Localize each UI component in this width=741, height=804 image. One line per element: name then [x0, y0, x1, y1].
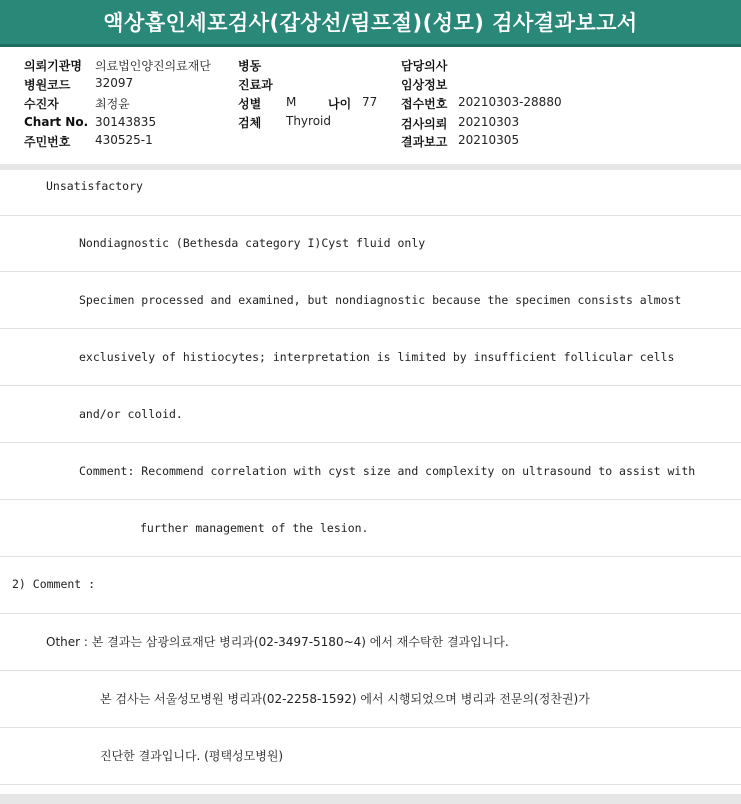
hospital-code-label: 병원코드	[24, 78, 71, 92]
specimen-label: 검체	[238, 116, 262, 130]
patient-info-panel	[0, 47, 741, 164]
request-date-label: 검사의뢰	[401, 117, 448, 131]
patient-value: 최정윤	[95, 97, 130, 111]
result-row	[0, 615, 741, 671]
age-label: 나이	[328, 97, 352, 111]
report-date-value: 20210305	[458, 133, 520, 147]
specimen-value: Thyroid	[286, 114, 331, 128]
patient-label: 수진자	[24, 97, 59, 111]
result-row	[0, 729, 741, 785]
result-line: Nondiagnostic (Bethesda category I)Cyst fluid only	[79, 236, 426, 250]
result-row	[0, 216, 741, 272]
hospital-code-value: 32097	[95, 76, 134, 90]
result-line: 진단한 결과입니다. (평택성모병원)	[100, 749, 284, 763]
result-row	[0, 330, 741, 386]
receipt-no-value: 20210303-28880	[458, 95, 562, 109]
result-line: 2) Comment :	[12, 577, 96, 591]
age-value: 77	[362, 95, 378, 109]
doctor-label: 담당의사	[401, 59, 448, 73]
result-line: and/or colloid.	[79, 407, 183, 421]
result-row	[0, 273, 741, 329]
institution-value: 의료법인양진의료재단	[95, 59, 211, 73]
result-line: Other : 본 결과는 삼광의료재단 병리과(02-3497-5180~4) 에서 재수탁한 결과입니다.	[46, 635, 509, 649]
result-row	[0, 672, 741, 728]
result-row	[0, 501, 741, 557]
chart-no-label: Chart No.	[24, 115, 89, 129]
institution-label: 의뢰기관명	[24, 59, 82, 73]
sex-value: M	[286, 95, 297, 109]
result-line: Specimen processed and examined, but nondiagnostic because the specimen consists almost	[79, 293, 682, 307]
resident-id-value: 430525-1	[95, 133, 153, 147]
request-date-value: 20210303	[458, 115, 520, 129]
report-date-label: 결과보고	[401, 135, 448, 149]
result-line: exclusively of histiocytes; interpretation is limited by insufficient follicular cells	[79, 350, 675, 364]
sex-label: 성별	[238, 97, 262, 111]
result-line: Unsatisfactory	[46, 179, 143, 193]
chart-no-value: 30143835	[95, 115, 157, 129]
receipt-no-label: 접수번호	[401, 97, 448, 111]
report-title: 액상흡인세포검사(갑상선/림프절)(성모) 검사결과보고서	[0, 0, 741, 47]
result-line: Comment: Recommend correlation with cyst size and complexity on ultrasound to assist with	[79, 464, 696, 478]
result-row	[0, 444, 741, 500]
resident-id-label: 주민번호	[24, 135, 71, 149]
dept-label: 진료과	[238, 78, 273, 92]
result-row	[0, 170, 741, 216]
result-row	[0, 387, 741, 443]
result-line: further management of the lesion.	[140, 521, 369, 535]
clinical-info-label: 임상정보	[401, 78, 448, 92]
result-row	[0, 558, 741, 614]
ward-label: 병동	[238, 59, 262, 73]
footer-divider	[0, 794, 741, 804]
result-line: 본 검사는 서울성모병원 병리과(02-2258-1592) 에서 시행되었으며 병리과 전문의(정찬권)가	[100, 692, 590, 706]
